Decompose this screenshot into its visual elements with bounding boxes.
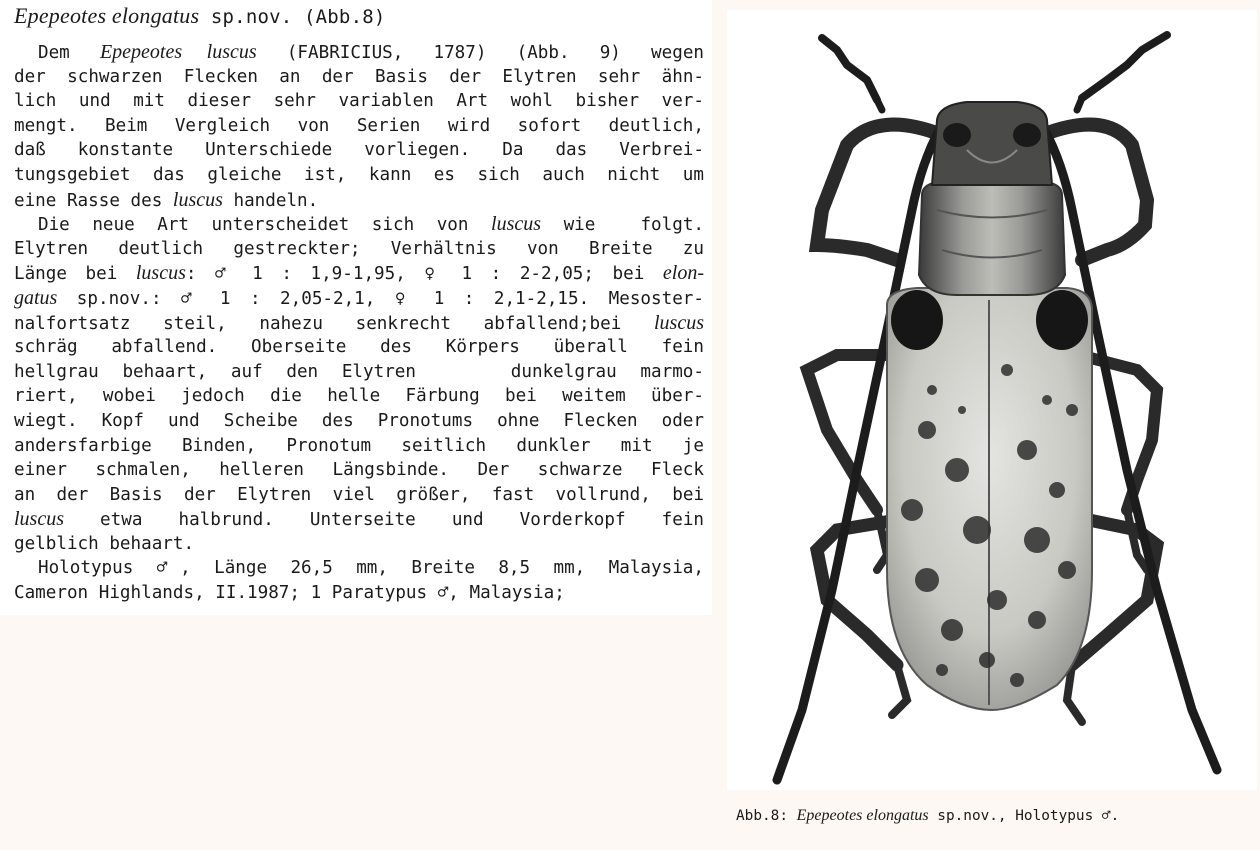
article-heading xyxy=(14,4,386,29)
figure-photo xyxy=(727,10,1257,790)
italic-term: Epepeotes luscus xyxy=(99,41,257,63)
text-line xyxy=(14,458,704,483)
text-run: sp.nov., Holotypus ♂. xyxy=(928,808,1120,824)
text-line xyxy=(14,409,704,434)
text-run: hellgrau behaart, auf den Elytren dunkelgrau marmo- xyxy=(14,361,704,382)
heading-species-name: Epepeotes elongatus xyxy=(14,3,200,28)
text-run: eine Rasse des xyxy=(14,190,173,211)
text-run: riert, wobei jedoch die helle Färbung bei weitem über- xyxy=(14,386,704,407)
text-run: wiegt. Kopf und Scheibe des Pronotums ohne Flecken oder xyxy=(14,410,704,431)
text-line xyxy=(14,483,704,508)
text-run: gelblich behaart. xyxy=(14,533,195,554)
beetle-photograph xyxy=(727,10,1257,790)
text-line xyxy=(14,335,704,360)
italic-term: Epepeotes elongatus xyxy=(796,807,929,824)
text-line xyxy=(14,40,704,65)
text-run: : ♂ 1 : 1,9-1,95, ♀ 1 : 2-2,05; bei xyxy=(185,264,663,285)
italic-term: luscus xyxy=(172,188,223,211)
italic-term: luscus xyxy=(491,213,542,236)
text-line xyxy=(14,65,704,90)
text-line xyxy=(14,532,704,557)
text-line xyxy=(14,138,704,163)
text-run: Elytren deutlich gestreckter; Verhältnis von Breite zu xyxy=(14,238,704,259)
text-line xyxy=(14,261,704,286)
text-line xyxy=(14,384,704,409)
text-line xyxy=(14,237,704,262)
text-line xyxy=(14,581,704,606)
text-run: wie folgt. xyxy=(541,215,704,236)
text-line xyxy=(14,114,704,139)
text-run: Dem xyxy=(38,43,100,63)
text-run: an der Basis der Elytren viel größer, fast vollrund, bei xyxy=(14,484,704,505)
text-run: Holotypus ♂, Länge 26,5 mm, Breite 8,5 mm, Malaysia, xyxy=(38,558,704,579)
text-run: sp.nov.: ♂ 1 : 2,05-2,1, ♀ 1 : 2,1-2,15. Mesoster- xyxy=(57,288,704,309)
text-line xyxy=(14,507,704,532)
text-line xyxy=(14,286,704,311)
heading-rest: sp.nov. (Abb.8) xyxy=(199,6,386,28)
text-run: tungsgebiet das gleiche ist, kann es sich auch nicht um xyxy=(14,164,704,185)
text-line xyxy=(14,360,704,385)
text-column xyxy=(0,0,712,615)
text-line xyxy=(14,311,704,336)
text-line xyxy=(14,434,704,459)
italic-term: gatus xyxy=(14,286,58,309)
text-run: (FABRICIUS, 1787) (Abb. 9) wegen xyxy=(256,43,704,63)
text-run: daß konstante Unterschiede vorliegen. Da das Verbrei- xyxy=(14,140,704,161)
text-run: andersfarbige Binden, Pronotum seitlich dunkler mit je xyxy=(14,435,704,456)
text-run: etwa halbrund. Unterseite und Vorderkopf fein xyxy=(64,510,704,531)
italic-term: luscus xyxy=(135,262,186,285)
italic-term: elon- xyxy=(662,262,704,285)
text-run: nalfortsatz steil, nahezu senkrecht abfallend;bei xyxy=(14,313,654,334)
text-line xyxy=(14,188,704,213)
text-run: Die neue Art unterscheidet sich von xyxy=(38,215,492,236)
text-line xyxy=(14,556,704,581)
text-run: lich und mit dieser sehr variablen Art wohl bisher ver- xyxy=(14,91,704,112)
italic-term: luscus xyxy=(14,508,64,531)
text-run: der schwarzen Flecken an der Basis der Elytren sehr ähn- xyxy=(14,66,704,87)
text-run: Länge bei xyxy=(14,264,136,285)
text-run: Cameron Highlands, II.1987; 1 Paratypus ♂, Malaysia; xyxy=(14,583,565,604)
text-run: mengt. Beim Vergleich von Serien wird sofort deutlich, xyxy=(14,115,704,136)
text-run: schräg abfallend. Oberseite des Körpers überall fein xyxy=(14,337,704,358)
text-run: Abb.8: xyxy=(736,808,797,824)
figure-caption xyxy=(736,806,1119,826)
italic-term: luscus xyxy=(654,311,704,334)
text-line xyxy=(14,212,704,237)
text-run: handeln. xyxy=(222,190,319,211)
text-run: einer schmalen, helleren Längsbinde. Der schwarze Fleck xyxy=(14,460,704,481)
description-text xyxy=(14,40,704,606)
text-line xyxy=(14,163,704,188)
text-line xyxy=(14,89,704,114)
